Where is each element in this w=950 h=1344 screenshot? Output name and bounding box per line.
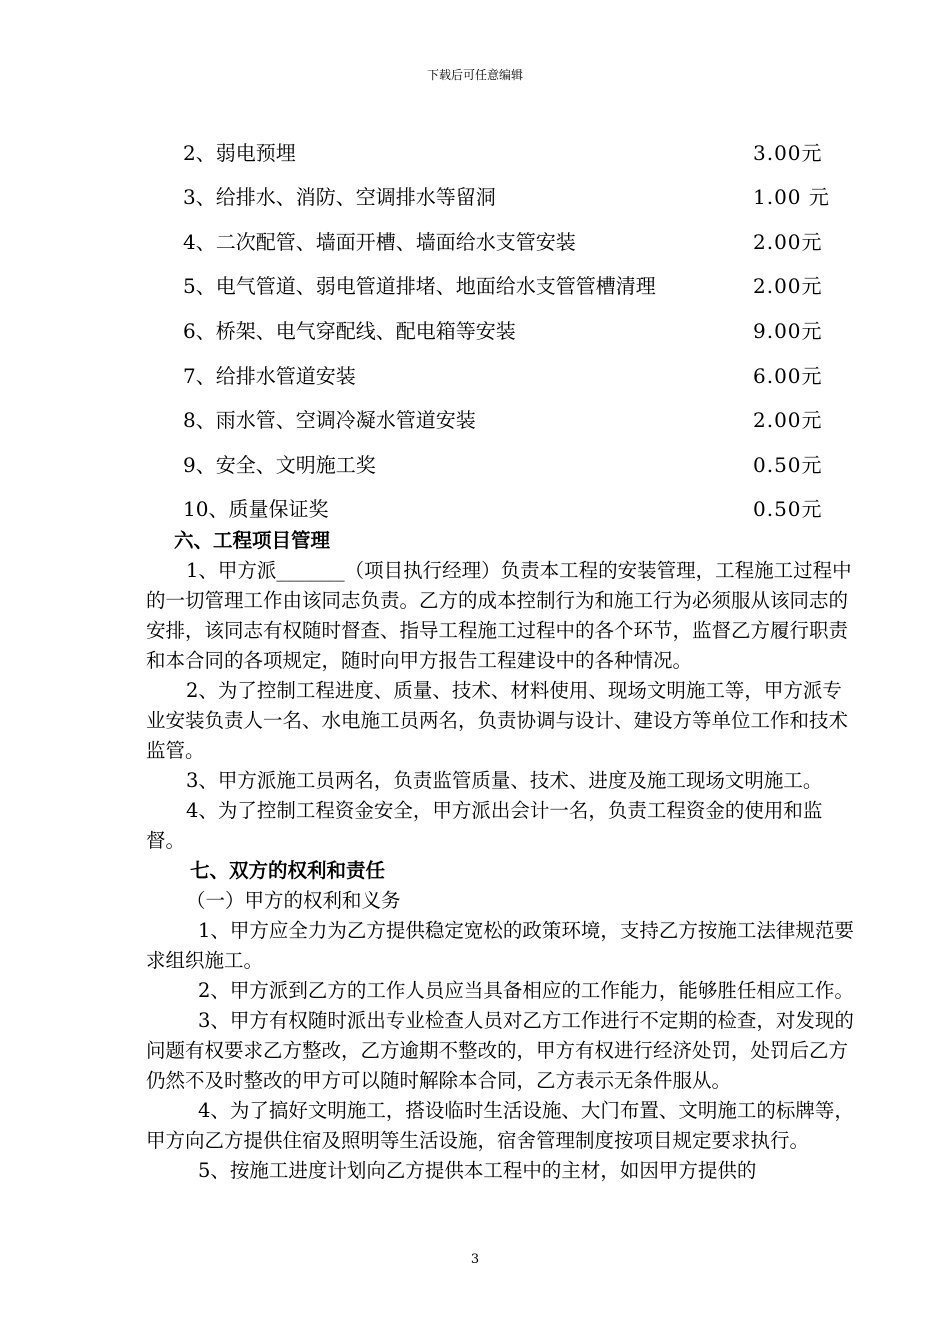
fee-item-amount: 1.00 元 <box>753 185 830 209</box>
section-heading: 七、双方的权利和责任 <box>190 859 386 882</box>
fee-item-amount: 6.00元 <box>753 364 823 388</box>
fee-item-amount: 2.00元 <box>753 408 823 432</box>
subsection-heading: （一）甲方的权利和义务 <box>186 889 401 912</box>
fee-item-label: 9、安全、文明施工奖 <box>183 453 376 477</box>
paragraph: 1、甲方应全力为乙方提供稳定宽松的政策环境，支持乙方按施工法律规范要求组织施工。 <box>146 919 854 972</box>
paragraph: 4、为了控制工程资金安全，甲方派出会计一名，负责工程资金的使用和监督。 <box>146 799 823 852</box>
document-body <box>146 526 860 1186</box>
fee-item-label: 5、电气管道、弱电管道排堵、地面给水支管管槽清理 <box>183 274 656 298</box>
fee-item-label: 8、雨水管、空调冷凝水管道安装 <box>183 408 476 432</box>
fee-item-label: 6、桥架、电气穿配线、配电箱等安装 <box>183 319 516 343</box>
paragraph: 4、为了搞好文明施工，搭设临时生活设施、大门布置、文明施工的标牌等，甲方向乙方提供住宿及照明等生活设施，宿舍管理制度按项目规定要求执行。 <box>146 1099 854 1152</box>
paragraph: 3、甲方派施工员两名，负责监管质量、技术、进度及施工现场文明施工。 <box>186 769 823 792</box>
fee-item-amount: 0.50元 <box>753 497 823 521</box>
fee-item-amount: 2.00元 <box>753 230 823 254</box>
page-header: 下载后可任意编辑 <box>426 68 523 82</box>
fee-item-amount: 2.00元 <box>753 274 823 298</box>
paragraph: 2、为了控制工程进度、质量、技术、材料使用、现场文明施工等，甲方派专业安装负责人一名、水电施工员两名，负责协调与设计、建设方等单位工作和技术监管。 <box>146 679 849 762</box>
fee-item-label: 7、给排水管道安装 <box>183 364 356 388</box>
paragraph: 1、甲方派_______（项目执行经理）负责本工程的安装管理，工程施工过程中的一切管理工作由该同志负责。乙方的成本控制行为和施工行为必须服从该同志的安排，该同志有权随时督查、指导工程施工过程中的各个环节，监督乙方履行职责和本合同的各项规定，随时向甲方报告工程建设中的各种情况。 <box>146 559 852 672</box>
fee-item-amount: 0.50元 <box>753 453 823 477</box>
fee-item-label: 10、质量保证奖 <box>183 497 329 521</box>
page-number: 3 <box>470 1252 480 1267</box>
fee-item-label: 4、二次配管、墙面开槽、墙面给水支管安装 <box>183 230 576 254</box>
fee-item-amount: 3.00元 <box>753 141 823 165</box>
fee-item-amount: 9.00元 <box>753 319 823 343</box>
paragraph: 2、甲方派到乙方的工作人员应当具备相应的工作能力，能够胜任相应工作。 <box>198 979 854 1002</box>
paragraph: 3、甲方有权随时派出专业检查人员对乙方工作进行不定期的检查，对发现的问题有权要求乙方整改，乙方逾期不整改的，甲方有权进行经济处罚，处罚后乙方仍然不及时整改的甲方可以随时解除本合同，乙方表示无条件服从。 <box>146 1009 854 1092</box>
section-heading: 六、工程项目管理 <box>174 529 331 552</box>
fee-item-label: 2、弱电预埋 <box>183 141 296 165</box>
paragraph: 5、按施工进度计划向乙方提供本工程中的主材，如因甲方提供的 <box>198 1159 757 1182</box>
fee-item-label: 3、给排水、消防、空调排水等留洞 <box>183 185 496 209</box>
